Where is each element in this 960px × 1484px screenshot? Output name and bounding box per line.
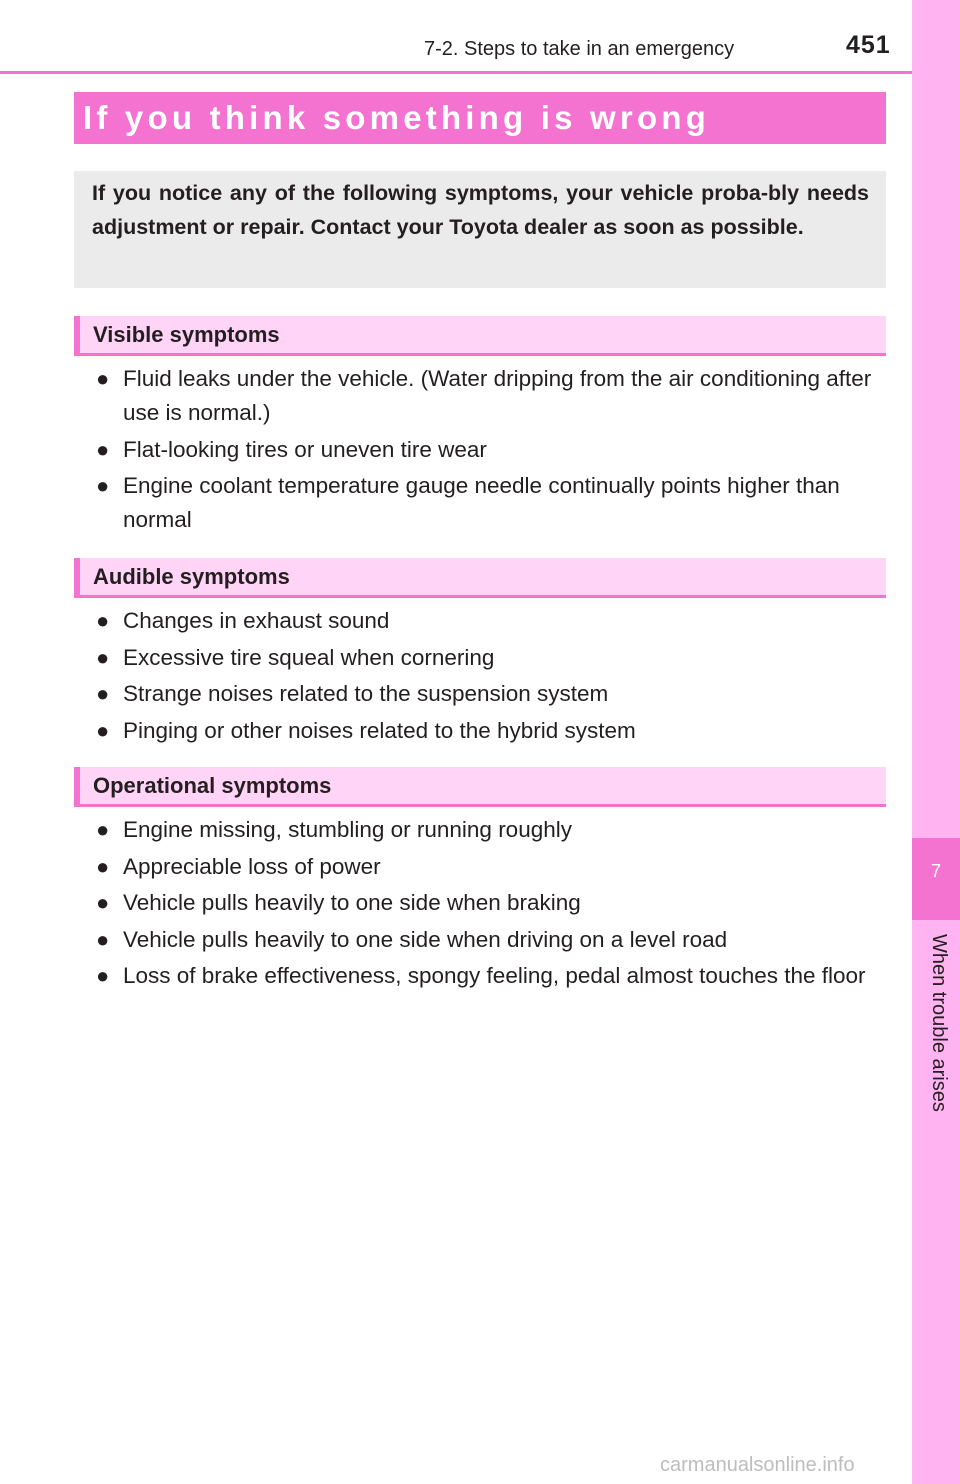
- list-item-text: Strange noises related to the suspension system: [123, 681, 609, 706]
- visible-symptoms-list: [96, 362, 886, 540]
- list-item: [96, 641, 886, 675]
- operational-symptoms-list: [96, 813, 886, 996]
- list-item-text: Engine missing, stumbling or running roughly: [123, 817, 572, 842]
- bullet-icon: ●: [96, 366, 110, 391]
- intro-box: [74, 171, 886, 288]
- bullet-icon: ●: [96, 817, 110, 842]
- list-item-text: Fluid leaks under the vehicle. (Water dripping from the air conditioning after use is normal.): [123, 366, 872, 425]
- bullet-icon: ●: [96, 473, 110, 498]
- header-rule: [0, 71, 912, 74]
- list-item: [96, 433, 886, 467]
- chapter-title: When trouble arises: [928, 934, 950, 1112]
- list-item: [96, 886, 886, 920]
- running-head: 7-2. Steps to take in an emergency: [424, 38, 735, 60]
- subheading-visible-symptoms: Visible symptoms: [74, 316, 886, 356]
- list-item: [96, 959, 886, 993]
- watermark: carmanualsonline.info: [660, 1454, 855, 1476]
- list-item: [96, 362, 886, 430]
- bullet-icon: ●: [96, 926, 110, 952]
- list-item: [96, 850, 886, 884]
- list-item-text: Appreciable loss of power: [123, 853, 381, 879]
- list-item-text: Vehicle pulls heavily to one side when driving on a level road: [123, 926, 728, 952]
- list-item-text: Loss of brake effectiveness, spongy feeling, pedal almost touches the floor: [123, 963, 866, 988]
- bullet-icon: ●: [96, 681, 110, 706]
- bullet-icon: ●: [96, 436, 110, 462]
- list-item-text: Pinging or other noises related to the hybrid system: [123, 717, 636, 743]
- list-item-text: Vehicle pulls heavily to one side when braking: [123, 890, 581, 915]
- list-item: [96, 604, 886, 638]
- list-item-text: Flat-looking tires or uneven tire wear: [123, 436, 487, 462]
- bullet-icon: ●: [96, 853, 110, 879]
- bullet-icon: ●: [96, 890, 110, 915]
- list-item-text: Engine coolant temperature gauge needle continually points higher than normal: [123, 473, 840, 532]
- section-title: If you think something is wrong: [74, 92, 886, 144]
- intro-text: If you notice any of the following symptoms, your vehicle proba-bly needs adjustment or repair. Contact your Toyota dealer as soon as possible.: [92, 181, 869, 239]
- bullet-icon: ●: [96, 963, 110, 988]
- list-item: [96, 677, 886, 711]
- subheading-audible-symptoms: Audible symptoms: [74, 558, 886, 598]
- chapter-number: 7: [912, 838, 960, 920]
- subheading-operational-symptoms: Operational symptoms: [74, 767, 886, 807]
- list-item: [96, 813, 886, 847]
- list-item-text: Changes in exhaust sound: [123, 608, 390, 633]
- bullet-icon: ●: [96, 717, 110, 743]
- bullet-icon: ●: [96, 644, 110, 670]
- list-item-text: Excessive tire squeal when cornering: [123, 644, 495, 670]
- chapter-side-tab: [912, 0, 960, 1484]
- audible-symptoms-list: [96, 604, 886, 750]
- list-item: [96, 714, 886, 748]
- bullet-icon: ●: [96, 608, 110, 633]
- list-item: [96, 923, 886, 957]
- list-item: [96, 469, 886, 537]
- page-number: 451: [846, 31, 891, 59]
